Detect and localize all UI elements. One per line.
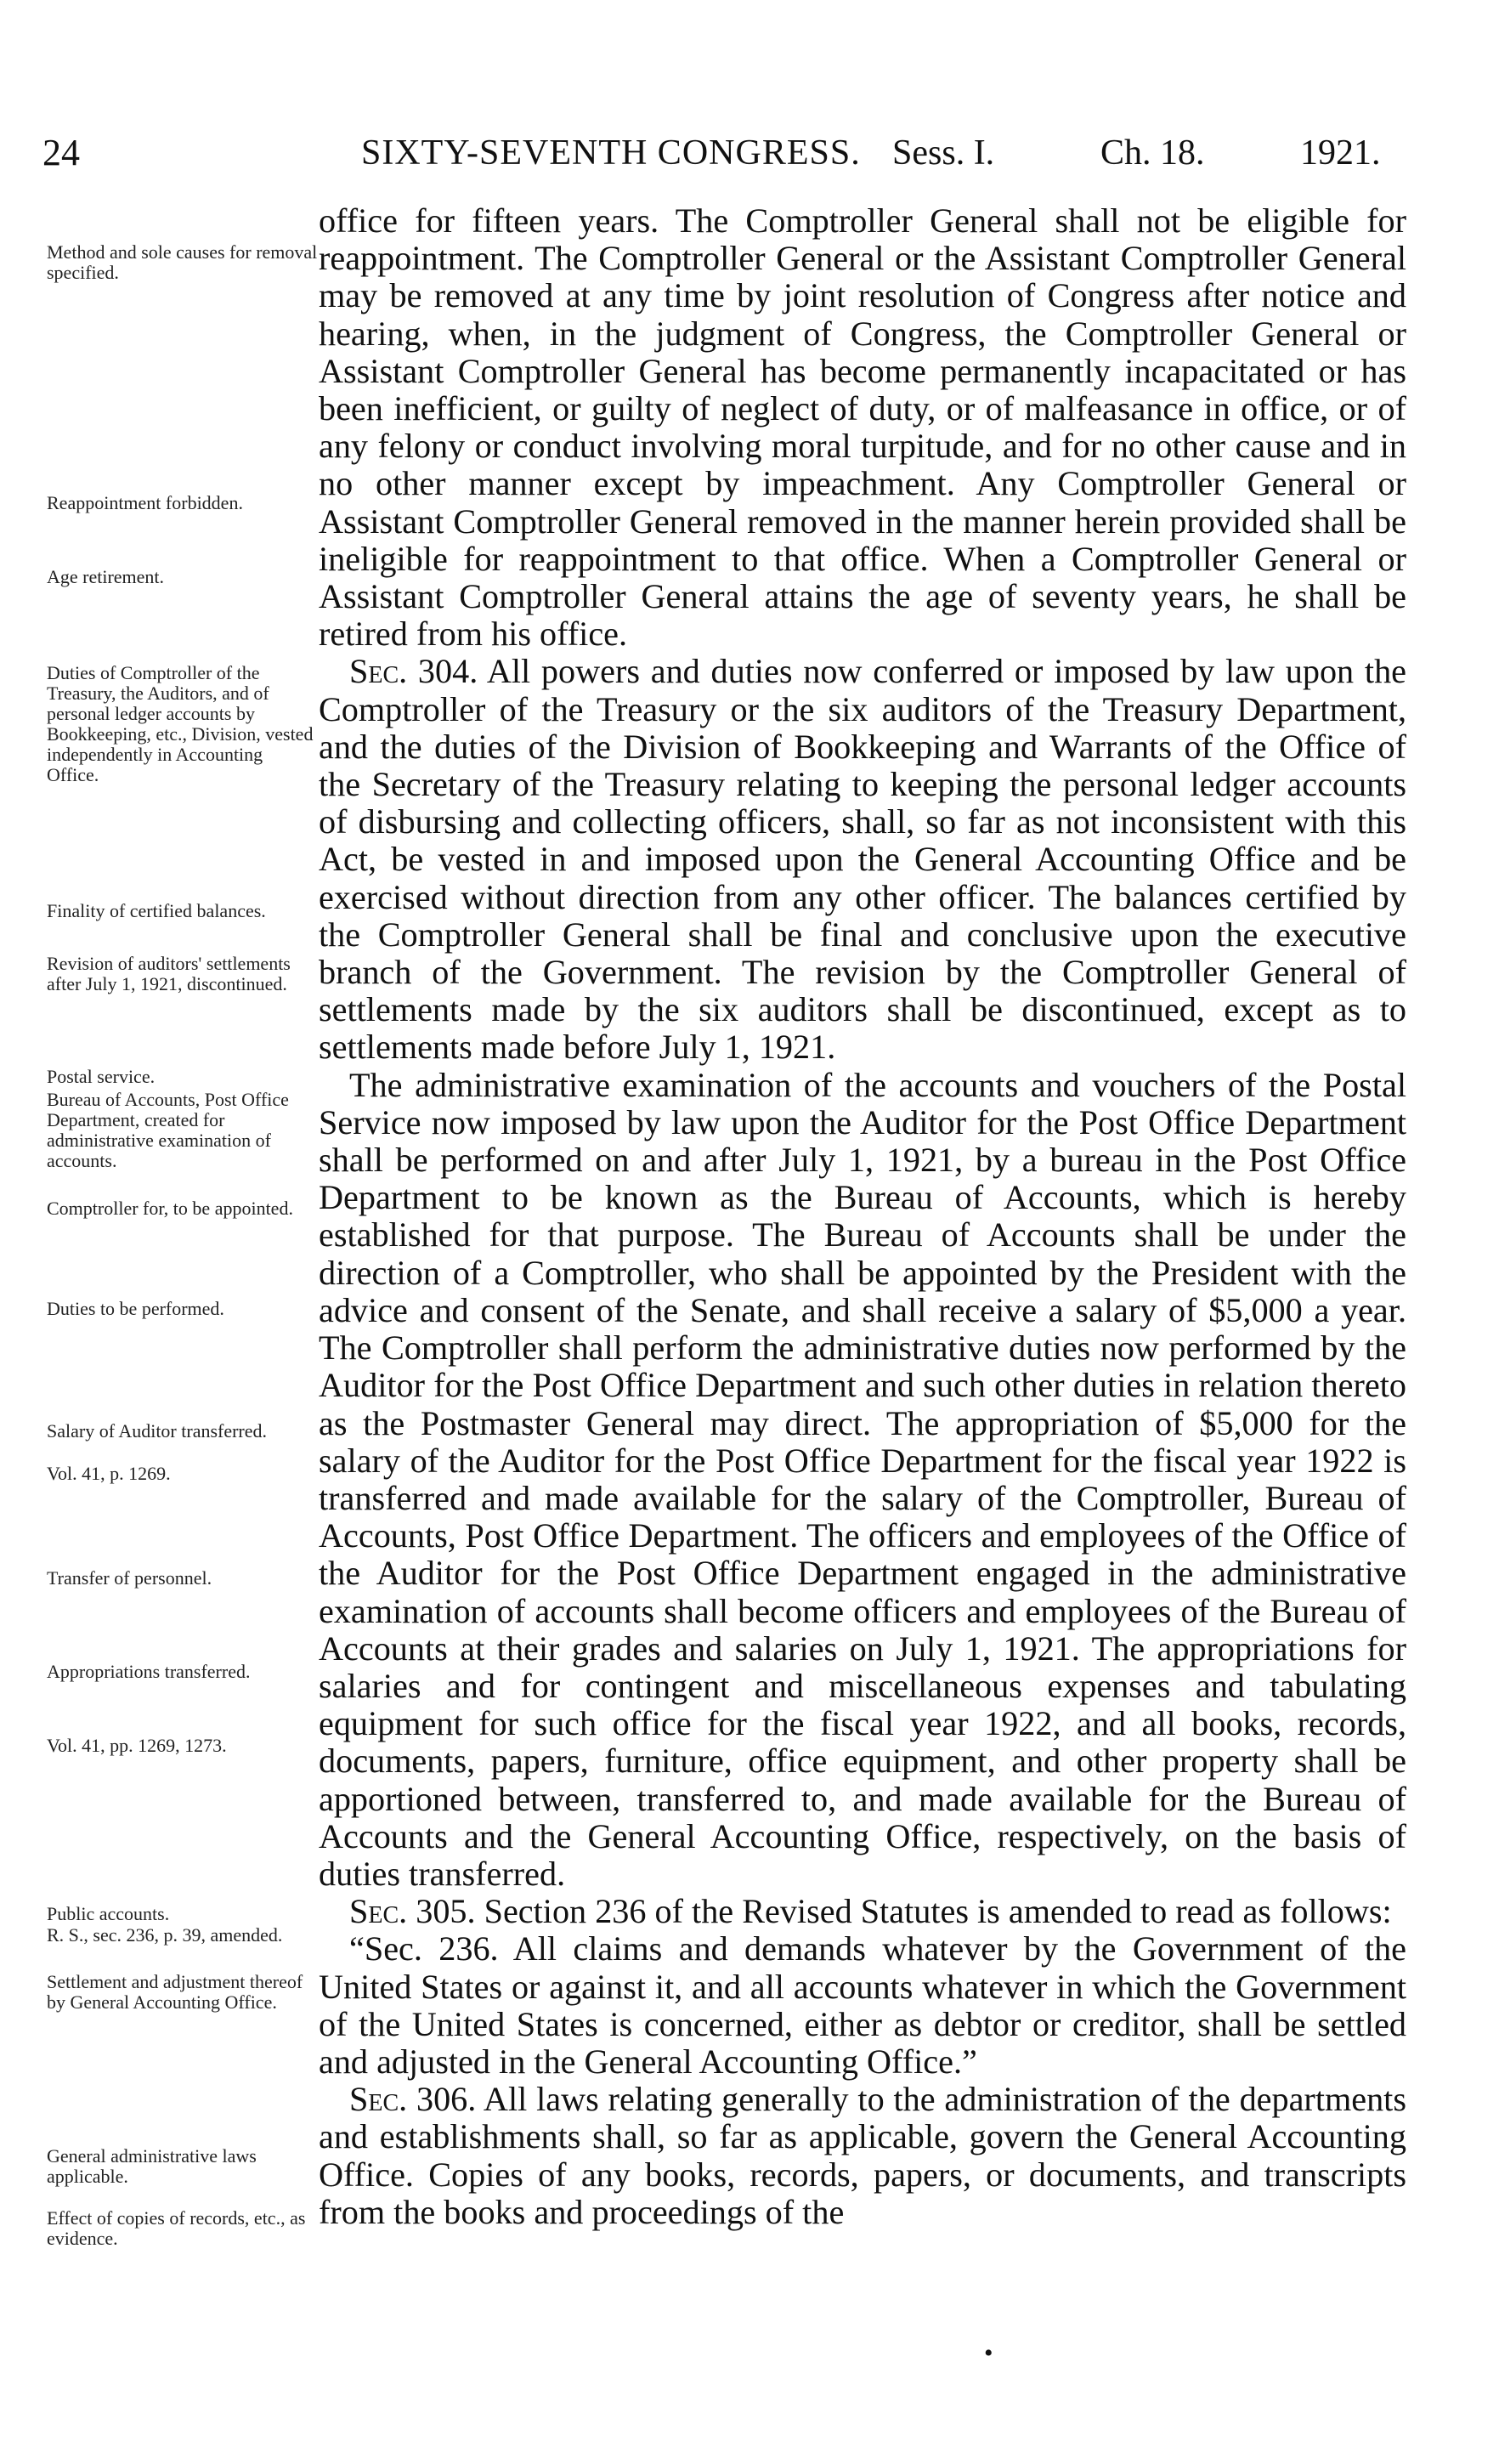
margin-note: Revision of auditors' settlements after July 1, 1921, discontinued.: [47, 953, 291, 994]
margin-note: Bureau of Accounts, Post Office Department, created for administrative examination of accounts.: [47, 1089, 289, 1171]
paragraph-text: office for fifteen years. The Comptroller General shall not be eligible for reappointment. The Comptroller General or the Assistant Comptroller General may be removed at any time by joint resolution of Congress after notice and hearing, when, in the judgment of Congress, the Comptroller General or Assistant Comptroller General has become permanently incapacitated or has been inefficient, or guilty of neglect of duty, or of malfeasance in office, or of any felony or conduct involving moral turpitude, and for no other cause and in no other manner except by impeachment. Any Comptroller General or Assistant Comptroller General removed in the manner herein provided shall be ineligible for reappointment to that office. When a Comptroller General or Assistant Comptroller General attains the age of seventy years, he shall be retired from his office.: [319, 201, 1406, 654]
paragraph: [319, 2081, 1406, 2231]
margin-note: Method and sole causes for removal specified.: [47, 241, 318, 283]
margin-note: Finality of certified balances.: [47, 900, 266, 921]
session-label: Sess. I.: [892, 133, 995, 173]
year-label: 1921.: [1300, 133, 1381, 173]
paragraph-text: All laws relating generally to the administration of the departments and establishments shall, so far as applicable, govern the General Accounting Office. Copies of any books, records, papers, or documents, and transcripts from the books and proceedings of the: [319, 2080, 1406, 2231]
margin-note: Settlement and adjustment thereof by General Accounting Office.: [47, 1971, 303, 2013]
margin-note: Transfer of personnel.: [47, 1567, 212, 1589]
paragraph: [319, 202, 1406, 653]
margin-note: Vol. 41, p. 1269.: [47, 1463, 171, 1484]
section-label: Sec. 305.: [349, 1892, 476, 1931]
page-number: 24: [42, 132, 80, 173]
margin-note: Comptroller for, to be appointed.: [47, 1198, 293, 1219]
chapter-label: Ch. 18.: [1100, 133, 1205, 173]
paragraph-text: “Sec. 236. All claims and demands whatever by the Government of the United States or against it, and all accounts whatever in which the Government of the United States is concerned, either as debtor or creditor, shall be settled and adjusted in the General Accounting Office.”: [319, 1929, 1406, 2081]
paragraph-text: All powers and duties now conferred or imposed by law upon the Comptroller of the Treasury or the six auditors of the Treasury Department, and the duties of the Division of Bookkeeping and Warrants of the Office of the Secretary of the Treasury relating to keeping the personal ledger accounts of disbursing and collecting officers, shall, so far as not inconsistent with this Act, be vested in and imposed upon the General Accounting Office and be exercised without direction from any other officer. The balances certified by the Comptroller General shall be final and conclusive upon the executive branch of the Government. The revision by the Comptroller General of settlements made by the six auditors shall be discontinued, except as to settlements made before July 1, 1921.: [319, 652, 1406, 1067]
page-header: [42, 127, 1419, 178]
margin-note: General administrative laws applicable.: [47, 2145, 257, 2187]
paragraph: [319, 653, 1406, 1066]
margin-note: Duties to be performed.: [47, 1298, 224, 1319]
margin-note: Appropriations transferred.: [47, 1661, 251, 1682]
bullet-mark: •: [984, 2339, 993, 2367]
paragraph: [319, 1893, 1406, 1930]
statute-body: [319, 202, 1406, 2231]
section-label: Sec. 304.: [349, 652, 478, 691]
paragraph: [319, 1067, 1406, 1893]
margin-note: Age retirement.: [47, 566, 165, 587]
margin-note: Reappointment forbidden.: [47, 492, 243, 513]
margin-note: Effect of copies of records, etc., as evidence.: [47, 2207, 306, 2249]
margin-note: Salary of Auditor transferred.: [47, 1420, 268, 1442]
margin-note: Duties of Comptroller of the Treasury, the Auditors, and of personal ledger accounts by Bookkeeping, etc., Division, vested independently in Accounting Office.: [47, 662, 314, 785]
paragraph-text: Section 236 of the Revised Statutes is amended to read as follows:: [484, 1892, 1392, 1931]
section-label: Sec. 306.: [349, 2080, 477, 2119]
margin-note: Vol. 41, pp. 1269, 1273.: [47, 1735, 227, 1756]
paragraph-text: The administrative examination of the accounts and vouchers of the Postal Service now imposed by law upon the Auditor for the Post Office Department shall be performed on and after July 1, 1921, by a bureau in the Post Office Department to be known as the Bureau of Accounts, which is hereby established for that purpose. The Bureau of Accounts shall be under the direction of a Comptroller, who shall be appointed by the President with the advice and consent of the Senate, and shall receive a salary of $5,000 a year. The Comptroller shall perform the administrative duties now performed by the Auditor for the Post Office Department and such other duties in relation thereto as the Postmaster General may direct. The appropriation of $5,000 for the salary of the Auditor for the Post Office Department for the fiscal year 1922 is transferred and made available for the salary of the Comptroller, Bureau of Accounts, Post Office Department. The officers and employees of the Office of the Auditor for the Post Office Department engaged in the administrative examination of accounts shall become officers and employees of the Bureau of Accounts at their grades and salaries on July 1, 1921. The appropriations for salaries and for contingent and miscellaneous expenses and tabulating equipment for such office for the fiscal year 1922, and all books, records, documents, papers, furniture, office equipment, and other property shall be apportioned between, transferred to, and made available for the Bureau of Accounts and the General Accounting Office, respectively, on the basis of duties transferred.: [319, 1065, 1406, 1893]
margin-note: R. S., sec. 236, p. 39, amended.: [47, 1924, 283, 1946]
running-head: SIXTY-SEVENTH CONGRESS.: [361, 133, 861, 173]
paragraph: [319, 1930, 1406, 2081]
margin-note: Postal service.: [47, 1066, 156, 1087]
margin-note: Public accounts.: [47, 1903, 170, 1924]
